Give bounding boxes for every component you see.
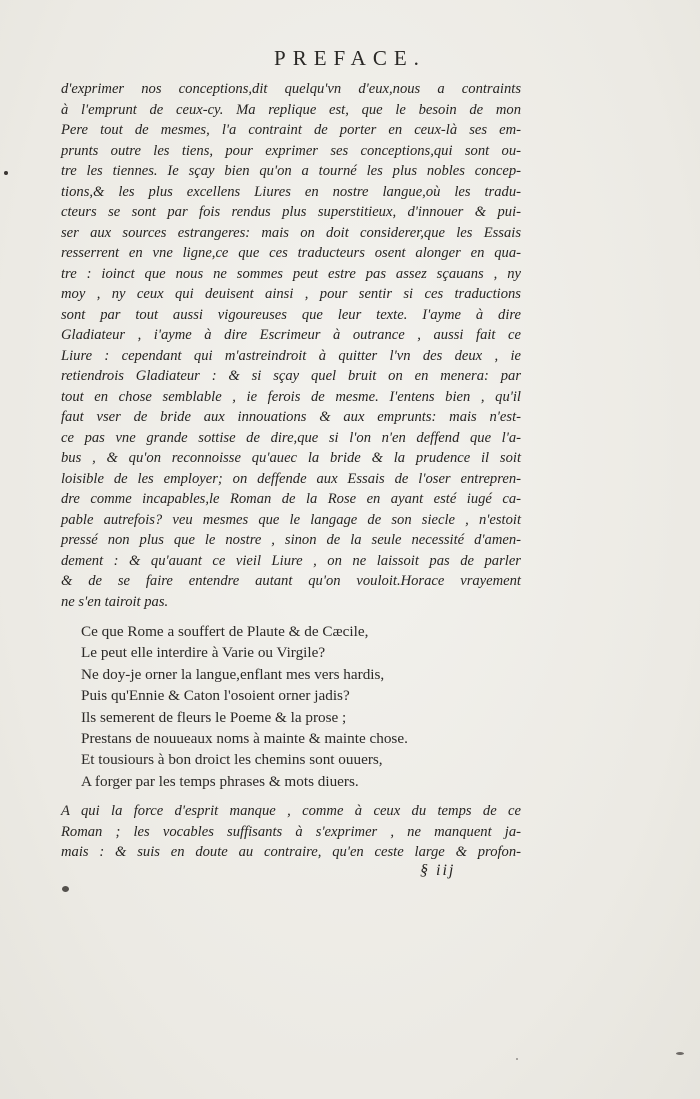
- text-line: prunts outre les tiens, pour exprimer ses conceptions,qui sont ou-: [61, 142, 521, 159]
- text-line: d'exprimer nos conceptions,dit quelqu'vn d'eux,nous a contraints: [61, 81, 521, 97]
- text-line: dre comme incapables,le Roman de la Rose en ayant esté iugé ca-: [61, 491, 521, 507]
- closing-paragraph: [61, 801, 521, 863]
- text-line: pable autrefois? veu mesmes que le langage de son siecle , n'estoit: [61, 511, 521, 528]
- verse-line: Ils semerent de fleurs le Poeme & la prose ;: [81, 708, 347, 726]
- text-line: pressé non plus que le nostre , sinon de la seule necessité d'amen-: [61, 532, 521, 548]
- text-line: ser aux sources estrangeres: mais on doit considerer,que les Essais: [61, 224, 521, 241]
- text-line: cteurs se sont par fois rendus plus superstitieux, d'innouer & pui-: [61, 204, 521, 220]
- verse-line: Ne doy-je orner la langue,enflant mes vers hardis,: [81, 665, 385, 683]
- text-line: ce pas vne grande sottise de dire,que si l'on n'en deffend que l'a-: [61, 429, 521, 446]
- verse-line: Et tousiours à bon droict les chemins sont ouuers,: [81, 751, 383, 769]
- text-line: tre : ioinct que nous ne sommes peut estre pas assez sçauans , ny: [61, 265, 521, 282]
- text-line: sont par tout aussi vigoureuses que leur texte. I'ayme à dire: [61, 306, 521, 323]
- verse-line: Puis qu'Ennie & Caton l'osoient orner jadis?: [81, 687, 350, 705]
- text-line: resserrent en vne ligne,ce que ces traducteurs osent alonger en qua-: [61, 245, 521, 261]
- ink-spot: [676, 1052, 684, 1055]
- text-line: dement : & qu'auant ce vieil Liure , on ne laissoit pas de parler: [61, 552, 521, 569]
- ink-spot: [4, 171, 8, 175]
- text-line: A qui la force d'esprit manque , comme à ceux du temps de ce: [61, 803, 521, 819]
- text-line: mais : & suis en doute au contraire, qu'en ceste large & profon-: [61, 844, 521, 860]
- verse-line: Ce que Rome a souffert de Plaute & de Cæcile,: [81, 623, 369, 640]
- running-header: PREFACE.: [274, 46, 426, 70]
- signature-mark: § iij: [420, 862, 456, 879]
- text-line: tout en chose semblable , ie ferois de mesme. I'entens bien , qu'il: [61, 388, 521, 405]
- text-line: tions,& les plus excellens Liures en nostre langue,où les tradu-: [61, 183, 521, 200]
- verse-line: A forger par les temps phrases & mots diuers.: [81, 772, 359, 790]
- text-line: ne s'en tairoit pas.: [61, 593, 169, 610]
- text-line: & de se faire entendre autant qu'on vouloit.Horace vrayement: [61, 573, 521, 589]
- text-line: Gladiateur , i'ayme à dire Escrimeur à outrance , aussi fait ce: [61, 327, 521, 343]
- text-line: moy , ny ceux qui deuisent ainsi , pour sentir si ces traductions: [61, 286, 521, 302]
- text-line: loisible de les employer; on deffende aux Essais de l'oser entrepren-: [61, 470, 521, 487]
- text-line: Pere tout de mesmes, l'a contraint de porter en ceux-là ses em-: [61, 122, 521, 138]
- verse-line: Le peut elle interdire à Varie ou Virgile?: [81, 644, 326, 662]
- verse-line: Prestans de nouueaux noms à mainte & mainte chose.: [81, 729, 408, 747]
- text-line: Liure : cependant qui m'astreindroit à quitter l'vn des deux , ie: [61, 347, 521, 364]
- body-paragraph: [61, 79, 521, 612]
- text-line: à l'emprunt de ceux-cy. Ma replique est, que le besoin de mon: [61, 101, 521, 118]
- text-line: Roman ; les vocables suffisants à s'exprimer , ne manquent ja-: [61, 823, 521, 840]
- text-line: bus , & qu'on reconnoisse qu'auec la bride & la prudence il soit: [61, 450, 521, 466]
- ink-spot: [62, 886, 69, 892]
- text-line: retiendrois Gladiateur : & si sçay quel bruit on en menera: par: [61, 368, 521, 384]
- ink-spot: [516, 1058, 518, 1060]
- verse-quotation: [81, 621, 408, 792]
- text-line: tre les tiennes. Ie sçay bien qu'on a tourné les plus nobles concep-: [61, 163, 521, 179]
- text-line: faut vser de bride aux innouations & aux emprunts: mais n'est-: [61, 409, 521, 425]
